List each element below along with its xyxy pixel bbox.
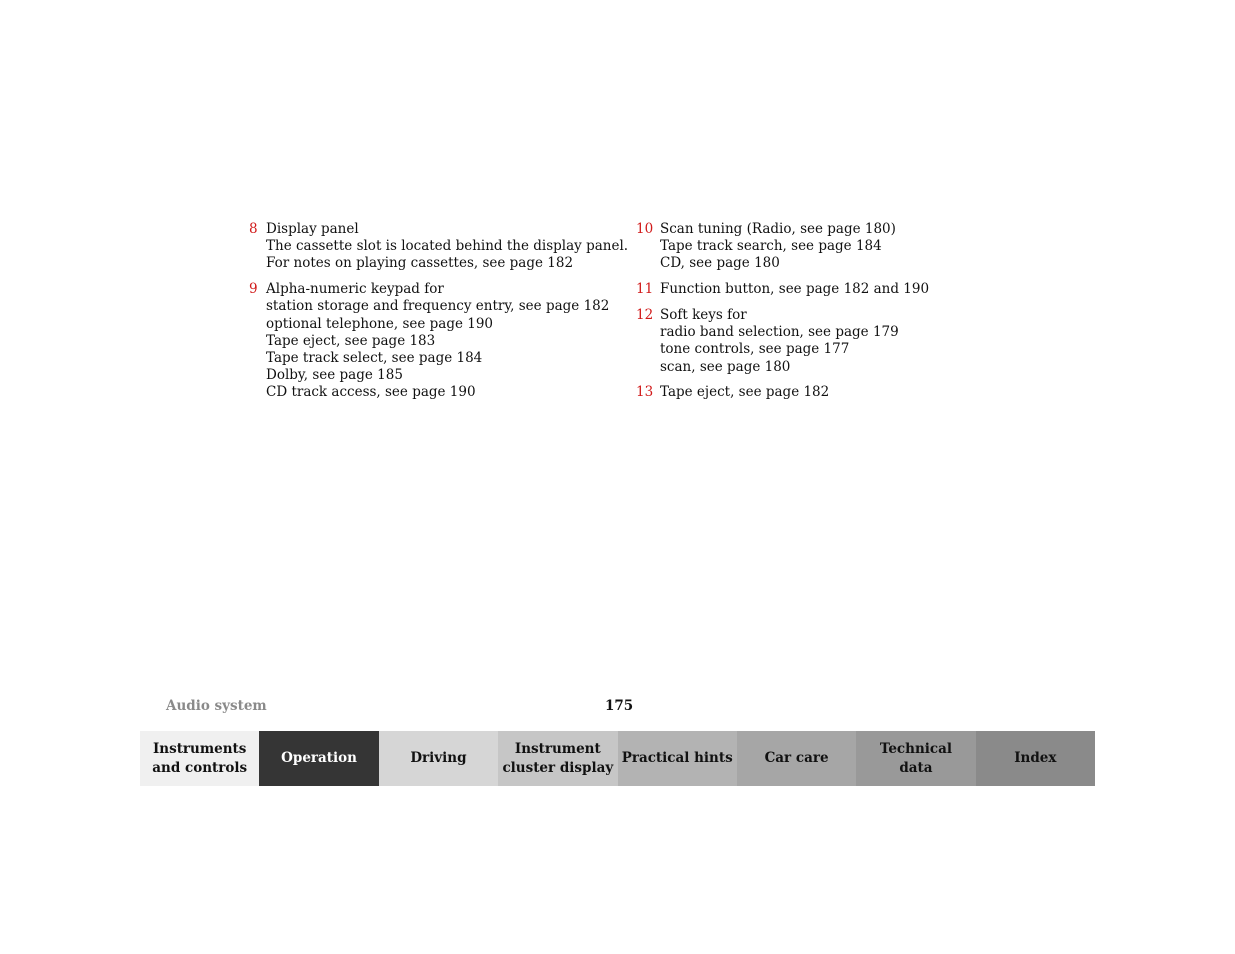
- legend-item-8: [249, 221, 629, 273]
- page-number: 175: [605, 698, 634, 714]
- item-line: Function button, see page 182 and 190: [660, 281, 930, 298]
- legend-item-9: [249, 281, 619, 401]
- item-line: optional telephone, see page 190: [266, 315, 494, 332]
- item-line: Display panel: [266, 221, 359, 237]
- item-line: Scan tuning (Radio, see page 180): [660, 221, 896, 237]
- item-number: 9: [249, 281, 258, 298]
- item-line: Tape track select, see page 184: [266, 350, 483, 367]
- legend-item-13: [636, 384, 1016, 401]
- item-line: CD track access, see page 190: [266, 384, 476, 401]
- tab-car-care[interactable]: [737, 731, 856, 786]
- tab-technical-data[interactable]: [856, 731, 975, 786]
- tab-label: Car care: [764, 750, 829, 766]
- right-column: [636, 221, 1016, 410]
- item-line: Soft keys for: [660, 307, 747, 323]
- item-line: Alpha-numeric keypad for: [266, 281, 444, 298]
- item-line: For notes on playing cassettes, see page 182: [266, 255, 574, 272]
- tab-label: Index: [1014, 750, 1057, 766]
- item-text: [660, 281, 1016, 298]
- item-number: 13: [636, 384, 654, 401]
- item-number: 8: [249, 221, 258, 237]
- item-number: 11: [636, 281, 654, 298]
- item-text: [660, 384, 1016, 401]
- item-text: [660, 221, 1016, 273]
- item-text: [266, 281, 619, 401]
- item-line: Tape eject, see page 183: [266, 332, 436, 349]
- item-line: tone controls, see page 177: [660, 341, 850, 358]
- legend-item-12: [636, 307, 1016, 376]
- tab-label: Instruments and controls: [152, 740, 248, 776]
- tab-practical-hints[interactable]: [618, 731, 737, 786]
- item-line: Dolby, see page 185: [266, 367, 403, 384]
- item-number: 12: [636, 307, 654, 323]
- item-line: Tape track search, see page 184: [660, 238, 882, 255]
- chapter-tab-bar: [140, 731, 1095, 786]
- item-number: 10: [636, 221, 654, 237]
- tab-label: Technical data: [879, 740, 953, 776]
- item-line: CD, see page 180: [660, 255, 780, 272]
- tab-index[interactable]: [976, 731, 1095, 786]
- section-label: Audio system: [166, 698, 267, 714]
- tab-operation[interactable]: [259, 731, 378, 786]
- item-text: [660, 307, 1016, 376]
- tab-instrument-cluster-display[interactable]: [498, 731, 617, 786]
- item-line: station storage and frequency entry, see page 182: [266, 298, 610, 315]
- item-line: Tape eject, see page 182: [660, 384, 830, 401]
- tab-label: Instrument cluster display: [502, 740, 614, 776]
- item-line: radio band selection, see page 179: [660, 324, 899, 341]
- tab-driving[interactable]: [379, 731, 498, 786]
- item-line: The cassette slot is located behind the display panel.: [266, 238, 629, 255]
- tab-label: Practical hints: [621, 750, 733, 766]
- item-text: [266, 221, 628, 273]
- tab-instruments-and-controls[interactable]: [140, 731, 259, 786]
- tab-label: Operation: [281, 750, 357, 766]
- legend-item-11: [636, 281, 1016, 298]
- left-column: [249, 221, 629, 410]
- tab-label: Driving: [410, 750, 467, 766]
- legend-item-10: [636, 221, 1016, 273]
- item-line: scan, see page 180: [660, 358, 791, 375]
